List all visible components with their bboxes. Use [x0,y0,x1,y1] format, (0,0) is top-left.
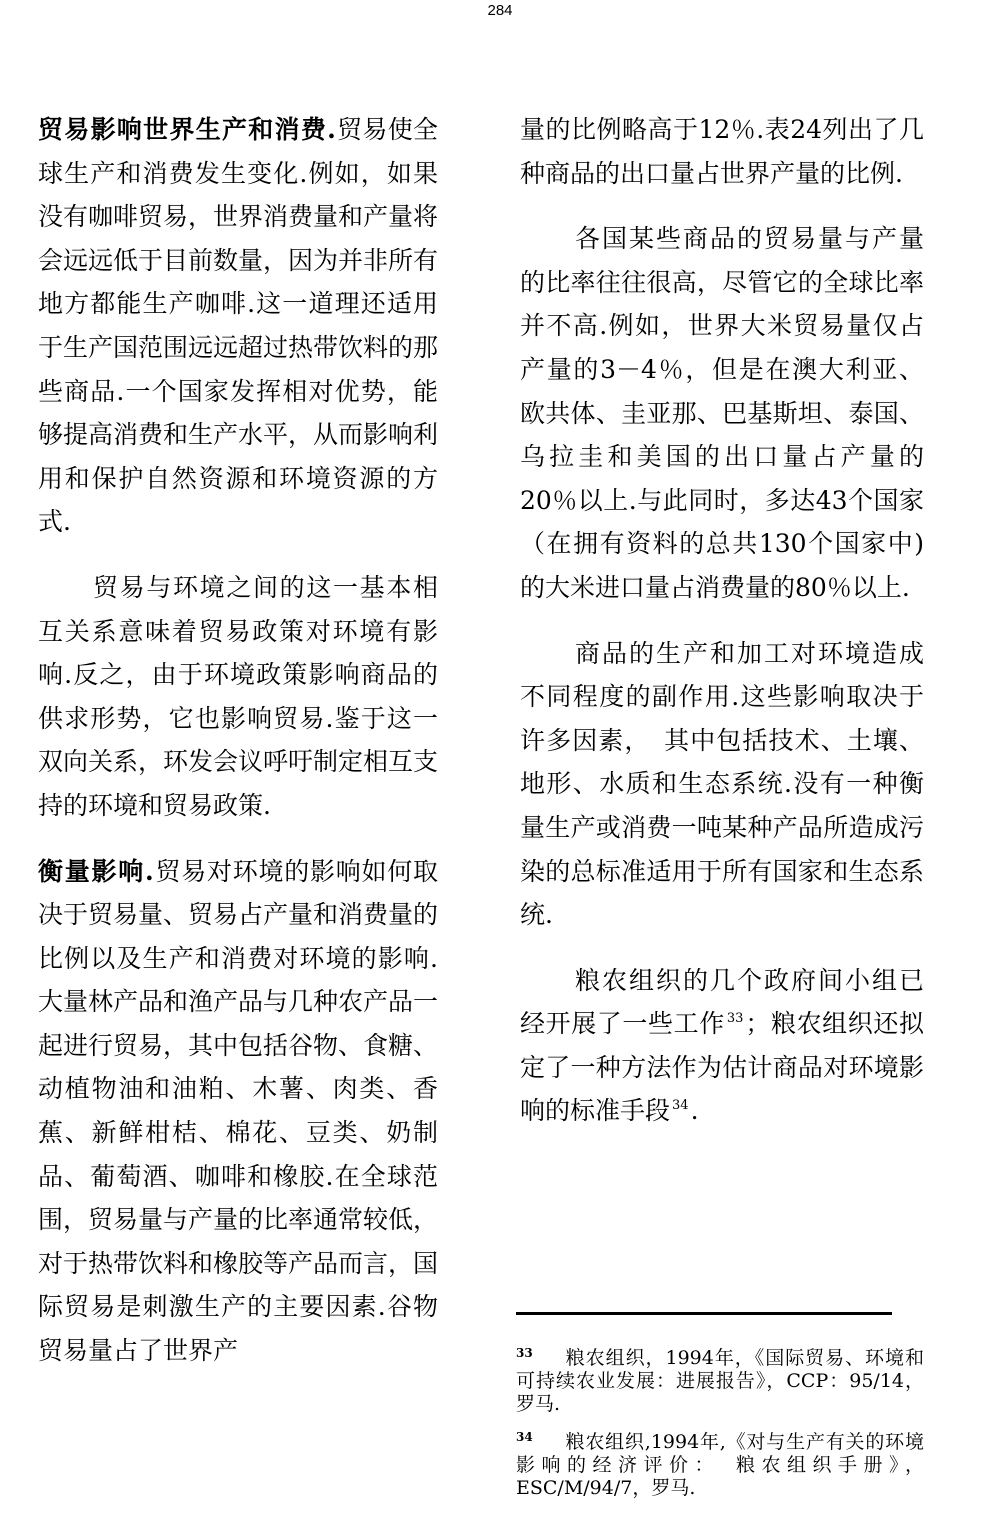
paragraph-rice-trade: 各国某些商品的贸易量与产量的比率往往很高，尽管它的全球比率并不高.例如，世界大米贸易量仅占产量的3－4％，但是在澳大利亚、欧共体、圭亚那、巴基斯坦、泰国、乌拉圭和美国的出口量占产量的20％以上.与此同时，多达43个国家（在拥有资料的总共130个国家中)的大米进口量占消费量的80％以上. [520,224,924,602]
footnote-ref-33[interactable]: 33 [726,1011,744,1027]
paragraph-text: 贸易对环境的影响如何取决于贸易量、贸易占产量和消费量的比例以及生产和消费对环境的影响.大量林产品和渔产品与几种农产品一起进行贸易，其中包括谷物、食糖、动植物油和油粕、木薯、肉类、香蕉、新鲜柑桔、棉花、豆类、奶制品、葡萄酒、咖啡和橡胶.在全球范围，贸易量与产量的比率通常较低，对于热带饮料和橡胶等产品而言，国际贸易是刺激生产的主要因素.谷物贸易量占了世界产 [38,856,439,1366]
footnote-ref-34[interactable]: 34 [672,1098,689,1114]
footnote-separator [516,1312,892,1315]
paragraph-production-effects: 商品的生产和加工对环境造成不同程度的副作用.这些影响取决于许多因素， 其中包括技术、土壤、地形、水质和生态系统.没有一种衡量生产或消费一吨某种产品所造成污染的总标准适用于所有国家和生态系统. [520,638,924,930]
footnote-text: 粮农组织，1994年，《国际贸易、环境和可持续农业发展：进展报告》，CCP：95/14，罗马. [516,1347,924,1415]
page-number: 284 [487,2,513,19]
paragraph-measuring-impact [38,850,438,1373]
paragraph-text: . [690,1096,699,1126]
left-column [38,108,438,1395]
footnote-mark: 33 [516,1346,533,1360]
paragraph-fao-work [520,959,924,1133]
run-in-heading: 衡量影响. [38,856,155,886]
paragraph-continuation: 量的比例略高于12％.表24列出了几种商品的出口量占世界产量的比例. [520,115,924,188]
run-in-heading: 贸易影响世界生产和消费. [38,115,337,144]
paragraph-trade-environment: 贸易与环境之间的这一基本相互关系意味着贸易政策对环境有影响.反之，由于环境政策影响商品的供求形势，它也影响贸易.鉴于这一双向关系，环发会议呼吁制定相互支持的环境和贸易政策. [38,572,439,820]
footnote-mark: 34 [516,1430,533,1444]
footnote-text: 粮农组织,1994年,《对与生产有关的环境影响的经济评价： 粮农组织手册》，ESC/M/94/7，罗马. [516,1431,924,1499]
paragraph-text: 粮农组织的几个政府间小组已经开展了一些工作 [520,965,924,1039]
paragraph-text: 贸易使全球生产和消费发生变化.例如，如果没有咖啡贸易，世界消费量和产量将会远远低于目前数量，因为并非所有地方都能生产咖啡.这一道理还适用于生产国范围远远超过热带饮料的那些商品.一个国家发挥相对优势，能够提高消费和生产水平，从而影响利用和保护自然资源和环境资源的方式. [38,115,439,537]
footnote-34 [516,1426,924,1500]
paragraph-text: ；粮农组织还拟定了一种方法作为估计商品对环境影响的标准手段 [520,1009,924,1126]
footnotes [516,1342,924,1510]
right-column [520,108,924,1155]
footnote-33 [516,1342,924,1416]
paragraph-trade-impact [38,108,438,544]
